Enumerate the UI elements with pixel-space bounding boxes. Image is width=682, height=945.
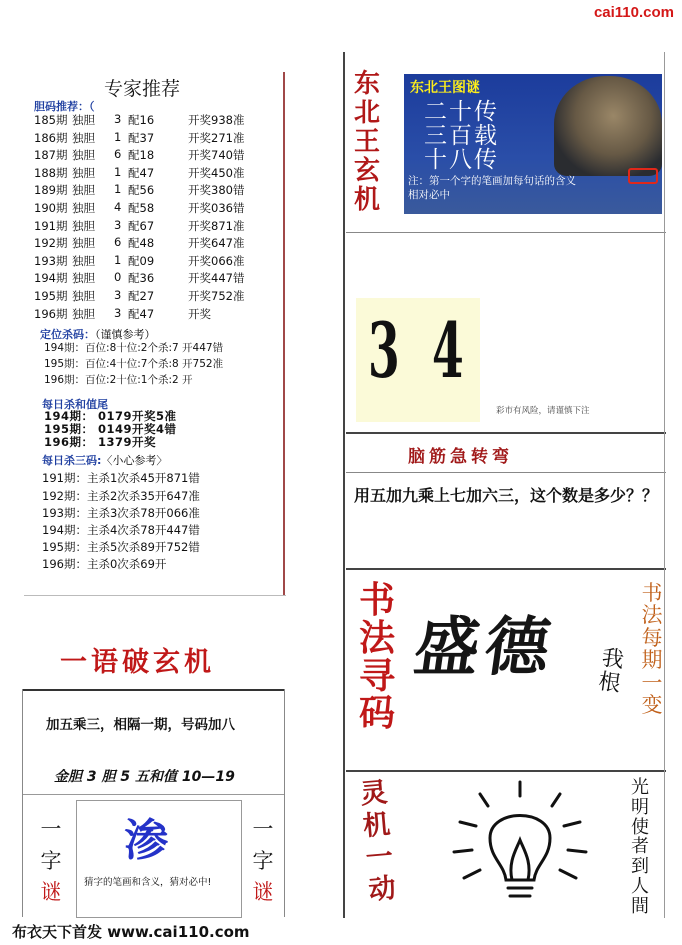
calligraphy-side-note — [640, 582, 664, 717]
dan-label: 独胆 — [72, 306, 95, 321]
three-row: 195期：主杀5次杀89开752错 — [42, 540, 200, 554]
calligraphy-title — [352, 579, 402, 735]
ling-title-char: 一 — [364, 840, 395, 874]
dan-label: 独胆 — [72, 183, 95, 198]
ling-title-char: 灵 — [358, 777, 389, 811]
divider-r2 — [346, 432, 666, 434]
dan-row — [34, 218, 264, 236]
kill-header: 每日杀和值尾 — [42, 398, 108, 411]
dan-period: 186期 — [34, 130, 68, 145]
dan-result: 开奖647准 — [188, 236, 245, 251]
dan-pei: 配18 — [128, 148, 155, 163]
expert-title: 专家推荐 — [104, 78, 181, 100]
dan-period: 188期 — [34, 165, 68, 180]
three-row: 191期：主杀1次杀45开871错 — [42, 471, 200, 485]
dan-period: 192期 — [34, 236, 68, 251]
cal-side-char: 每 — [641, 625, 663, 650]
dan-label: 独胆 — [72, 236, 95, 251]
dbwx-char: 玄 — [353, 156, 380, 187]
dan-dan: 6 — [114, 235, 122, 250]
lightbulb-icon — [420, 780, 620, 912]
calligraphy-signature: 我根 — [596, 645, 626, 698]
dan-label: 独胆 — [72, 201, 95, 215]
dan-label: 独胆 — [72, 271, 95, 286]
kill-row: 195期： 0149开奖4错 — [44, 422, 177, 436]
banner-title: 东北王图谜 — [410, 80, 480, 96]
dan-dan: 3 — [114, 217, 122, 232]
dan-dan: 3 — [114, 112, 122, 126]
dan-period: 185期 — [34, 113, 68, 127]
ling-title-char: 机 — [361, 808, 392, 843]
dan-row — [34, 253, 264, 271]
dan-row — [34, 130, 264, 148]
dan-pei: 配16 — [128, 113, 155, 127]
stamp-mark — [628, 168, 658, 184]
dan-dan: 0 — [114, 270, 122, 285]
banner-note: 注：第一个字的笔画加每句话的含义相对必中 — [408, 175, 576, 202]
riddle-side-char: 谜 — [252, 880, 274, 904]
lingji-side-text — [628, 778, 652, 917]
yiyu-title: 一语破玄机 — [60, 647, 215, 678]
three-row: 193期：主杀3次杀78开066准 — [42, 506, 200, 520]
dan-row — [34, 306, 264, 324]
dan-result: 开奖740错 — [188, 148, 245, 163]
dan-period: 187期 — [34, 148, 68, 163]
dan-result: 开奖 — [188, 306, 211, 321]
banner-verse — [424, 100, 499, 172]
dan-result: 开奖036错 — [188, 201, 245, 215]
yiyu-line1: 加五乘三，相隔一期，号码加八 — [46, 717, 235, 733]
calligraphy-main: 盛德 — [409, 610, 561, 685]
dan-row — [34, 182, 264, 200]
site-watermark: cai110.com — [593, 4, 674, 21]
number-b: 4 — [432, 306, 464, 395]
dan-result: 开奖450准 — [188, 165, 245, 180]
dan-dan: 3 — [114, 305, 122, 320]
dan-label: 独胆 — [72, 289, 95, 303]
cal-side-char: 一 — [641, 670, 663, 695]
dan-period: 190期 — [34, 201, 68, 215]
risk-note: 彩市有风险，请谨慎下注 — [496, 406, 590, 416]
three-row: 192期：主杀2次杀35开647准 — [42, 489, 200, 503]
number-a: 3 — [368, 306, 400, 395]
divider-h2 — [22, 689, 284, 691]
dan-dan: 3 — [114, 288, 122, 302]
kill-row: 194期： 0179开奖5准 — [44, 409, 177, 423]
dbwx-char: 王 — [353, 127, 380, 158]
three-header — [42, 452, 167, 468]
divider-left — [283, 72, 285, 596]
cal-title-char: 法 — [358, 616, 395, 659]
dan-pei: 配58 — [128, 201, 155, 215]
riddle-side-char: 字 — [40, 848, 62, 873]
dan-dan: 1 — [114, 164, 122, 179]
dan-pei: 配48 — [128, 236, 155, 251]
riddle-hint: 猜字的笔画和含义，猜对必中! — [84, 877, 212, 888]
dan-result: 开奖380错 — [188, 183, 245, 198]
brain-title: 脑筋急转弯 — [408, 447, 513, 467]
ling-side-char: 者 — [631, 836, 649, 858]
pos-header-sub: （谨慎参考） — [95, 328, 156, 341]
dan-row — [34, 200, 264, 218]
lingji-title — [349, 776, 408, 907]
riddle-side-char: 一 — [252, 817, 274, 841]
ling-side-char: 使 — [631, 816, 649, 838]
riddle-side-char: 谜 — [40, 880, 62, 904]
brain-question: 用五加九乘上七加六三，这个数是多少？？ — [354, 486, 659, 505]
dan-result: 开奖752准 — [188, 289, 245, 303]
banner-verse-line: 十八传 — [424, 147, 499, 174]
three-header-sub: 〈小心参考〉 — [101, 454, 168, 467]
divider-r3 — [346, 472, 666, 473]
dan-row — [34, 147, 264, 165]
dbwx-char: 东 — [353, 69, 380, 99]
dan-pei: 配36 — [128, 271, 155, 286]
dan-header: 胆码推荐：（ — [34, 100, 95, 113]
banner-verse-line: 三百载 — [424, 123, 499, 150]
divider-r1 — [346, 232, 666, 233]
cal-title-char: 码 — [358, 692, 395, 735]
dan-pei: 配47 — [128, 165, 155, 180]
banner-verse-line: 二十传 — [424, 99, 499, 125]
yiyu-line2: 金胆 3 胆 5 五和值 10—19 — [54, 769, 235, 785]
dan-result: 开奖271准 — [188, 130, 245, 145]
dan-pei: 配27 — [128, 289, 155, 303]
dan-label: 独胆 — [72, 218, 95, 233]
dongbei-title — [352, 70, 382, 216]
divider-r5 — [346, 770, 666, 772]
dan-label: 独胆 — [72, 148, 95, 163]
dan-period: 193期 — [34, 253, 68, 268]
ling-side-char: 到 — [631, 856, 649, 878]
dan-label: 独胆 — [72, 113, 95, 127]
dan-pei: 配09 — [128, 253, 155, 268]
cal-side-char: 变 — [641, 693, 663, 718]
divider-right — [343, 52, 345, 918]
dan-dan: 1 — [114, 129, 122, 144]
pos-row: 195期：百位:4十位:7个杀:8 开752准 — [44, 358, 224, 370]
dan-result: 开奖066准 — [188, 253, 245, 268]
pos-row: 194期：百位:8十位:2个杀:7 开447错 — [44, 342, 224, 354]
cal-side-char: 书 — [641, 581, 663, 605]
dan-row — [34, 270, 264, 288]
cal-side-char: 法 — [641, 603, 663, 628]
dbwx-char: 机 — [353, 185, 380, 216]
riddle-character: 渗 — [124, 815, 168, 866]
ling-side-char: 光 — [631, 777, 649, 798]
dan-pei: 配37 — [128, 130, 155, 145]
dan-dan: 4 — [114, 200, 122, 214]
riddle-side-char: 一 — [40, 817, 62, 841]
dan-period: 194期 — [34, 271, 68, 286]
dan-label: 独胆 — [72, 130, 95, 145]
dongbei-banner — [404, 74, 662, 214]
dan-result: 开奖871准 — [188, 218, 245, 233]
dan-row — [34, 165, 264, 183]
divider-h3 — [22, 794, 284, 795]
dan-result: 开奖447错 — [188, 271, 245, 286]
dan-period: 191期 — [34, 218, 68, 233]
three-row: 196期：主杀0次杀69开 — [42, 557, 167, 571]
kill-row: 196期： 1379开奖 — [44, 435, 157, 449]
cal-side-char: 期 — [641, 648, 663, 673]
dan-dan: 1 — [114, 252, 122, 267]
riddle-side-left — [38, 814, 64, 909]
divider-right-box — [284, 689, 285, 917]
dan-row — [34, 112, 264, 130]
three-header-label: 每日杀三码: — [42, 454, 102, 467]
riddle-side-char: 字 — [252, 848, 274, 873]
dan-row — [34, 235, 264, 253]
dan-pei: 配47 — [128, 306, 155, 321]
dan-dan: 6 — [114, 147, 122, 162]
ling-title-char: 动 — [367, 872, 397, 906]
three-row: 194期：主杀4次杀78开447错 — [42, 523, 200, 537]
pos-row: 196期：百位:2十位:1个杀:2 开 — [44, 374, 193, 386]
dan-dan: 1 — [114, 182, 122, 197]
dan-row — [34, 288, 264, 306]
ling-side-char: 間 — [631, 895, 649, 917]
dan-pei: 配67 — [128, 218, 155, 233]
cal-title-char: 寻 — [358, 654, 395, 697]
dan-period: 195期 — [34, 289, 68, 303]
dan-result: 开奖938准 — [188, 113, 245, 127]
dbwx-char: 北 — [353, 98, 380, 129]
buddha-image — [554, 76, 662, 176]
divider-h1 — [24, 595, 286, 596]
dan-label: 独胆 — [72, 165, 95, 180]
pos-header-label: 定位杀码： — [40, 328, 95, 341]
riddle-side-right — [250, 814, 276, 909]
dan-pei: 配56 — [128, 183, 155, 198]
divider-left-box — [22, 689, 23, 917]
ling-side-char: 明 — [631, 796, 649, 818]
cal-title-char: 书 — [358, 579, 395, 621]
divider-r4 — [346, 568, 666, 570]
dan-label: 独胆 — [72, 253, 95, 268]
ling-side-char: 人 — [631, 875, 649, 897]
dan-period: 196期 — [34, 306, 68, 321]
footer-text: 布衣天下首发 www.cai110.com — [12, 923, 250, 941]
dan-period: 189期 — [34, 183, 68, 198]
